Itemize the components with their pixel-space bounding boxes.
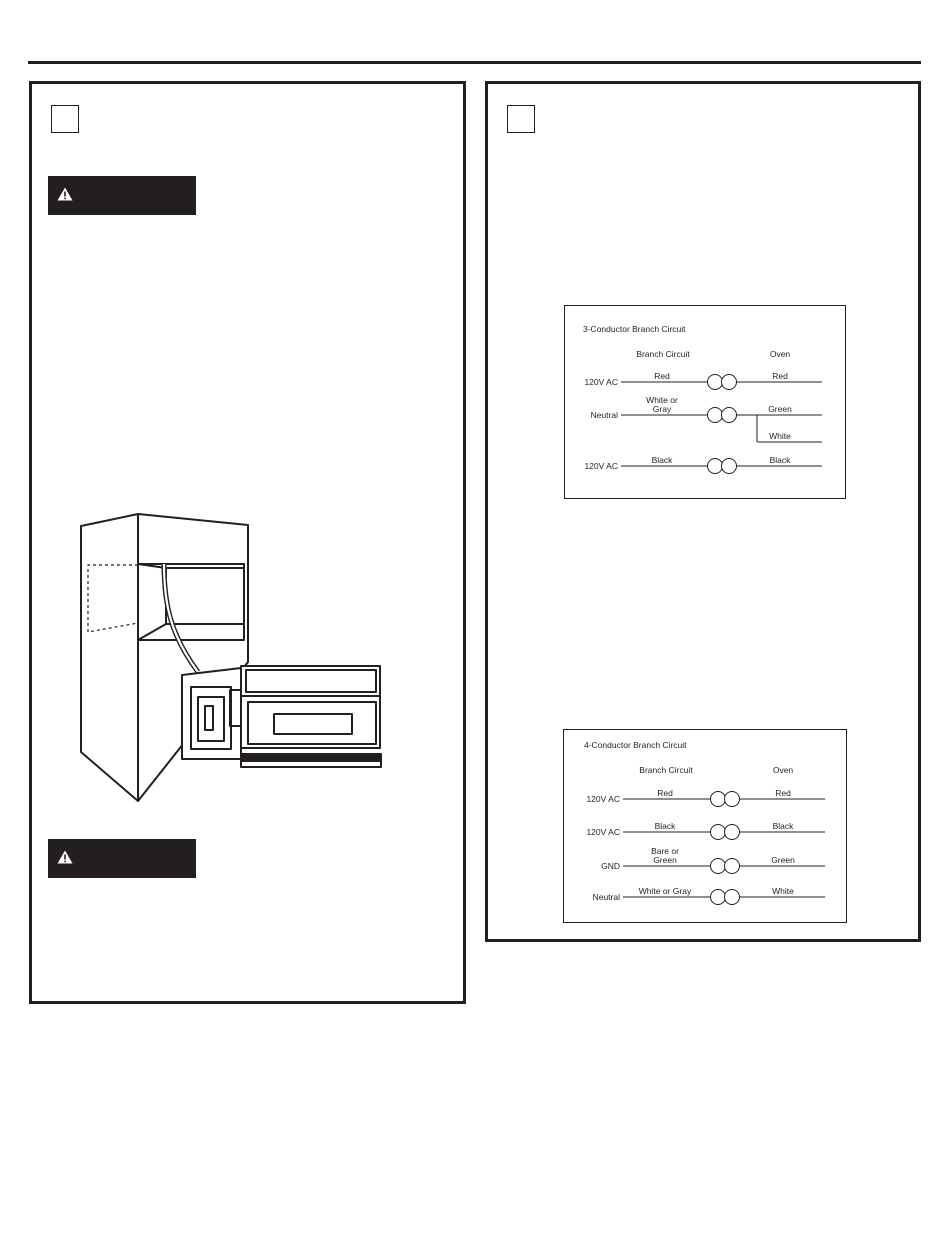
- wire-label: Neutral: [592, 892, 620, 902]
- branch-wire-color: White or: [646, 395, 678, 405]
- branch-wire-color: Red: [657, 788, 673, 798]
- wire-connector: [708, 459, 723, 474]
- wire-label: Neutral: [590, 410, 618, 420]
- three-conductor-diagram: [564, 305, 846, 499]
- wire-connector: [725, 825, 740, 840]
- wire-connector: [708, 375, 723, 390]
- wire-label: 120V AC: [586, 827, 620, 837]
- wire-label: GND: [601, 861, 620, 871]
- step-number-box: [507, 105, 535, 133]
- wire-connector: [722, 375, 737, 390]
- wire-connector: [722, 408, 737, 423]
- branch-wire-color: Gray: [652, 404, 672, 414]
- oven-heading: Oven: [769, 349, 791, 359]
- wire-connector: [711, 859, 726, 874]
- right-panel: [485, 81, 921, 942]
- wire-connector: [725, 859, 740, 874]
- wire-label: 120V AC: [584, 377, 618, 387]
- oven-wire-color: Green: [771, 855, 795, 865]
- oven-wire-color: Green: [768, 404, 792, 414]
- wire-connector: [708, 408, 723, 423]
- oven-wire-color: Red: [772, 371, 788, 381]
- branch-wire-color: Bare or: [651, 846, 679, 856]
- branch-wire-color: Black: [651, 455, 673, 465]
- wire-label: 120V AC: [586, 794, 620, 804]
- wire-connector: [711, 825, 726, 840]
- wire-connector: [711, 890, 726, 905]
- oven-wire-color: Black: [772, 821, 794, 831]
- oven-wire-color: White: [769, 431, 791, 441]
- oven-cabinet-illustration: [78, 512, 390, 804]
- left-panel: [29, 81, 466, 1004]
- wire-connector: [722, 459, 737, 474]
- branch-circuit-heading: Branch Circuit: [636, 349, 690, 359]
- step-number-box: [51, 105, 79, 133]
- warning-icon: [57, 850, 73, 864]
- wire-connector: [711, 792, 726, 807]
- oven-wire-color: Red: [775, 788, 791, 798]
- branch-wire-color: Green: [653, 855, 677, 865]
- wire-label: 120V AC: [584, 461, 618, 471]
- wire-connector: [725, 792, 740, 807]
- warning-bar-bottom: [48, 839, 196, 878]
- top-rule: [28, 61, 921, 64]
- warning-bar-top: [48, 176, 196, 215]
- warning-icon: [57, 187, 73, 201]
- branch-wire-color: White or Gray: [638, 886, 692, 896]
- diagram-title: 4-Conductor Branch Circuit: [584, 740, 687, 750]
- oven-wire-color: Black: [769, 455, 791, 465]
- diagram-title: 3-Conductor Branch Circuit: [583, 324, 686, 334]
- branch-wire-color: Red: [654, 371, 670, 381]
- branch-wire-color: Black: [654, 821, 676, 831]
- four-conductor-diagram: [563, 729, 847, 923]
- branch-circuit-heading: Branch Circuit: [639, 765, 693, 775]
- oven-heading: Oven: [772, 765, 794, 775]
- oven-wire-color: White: [772, 886, 794, 896]
- wire-connector: [725, 890, 740, 905]
